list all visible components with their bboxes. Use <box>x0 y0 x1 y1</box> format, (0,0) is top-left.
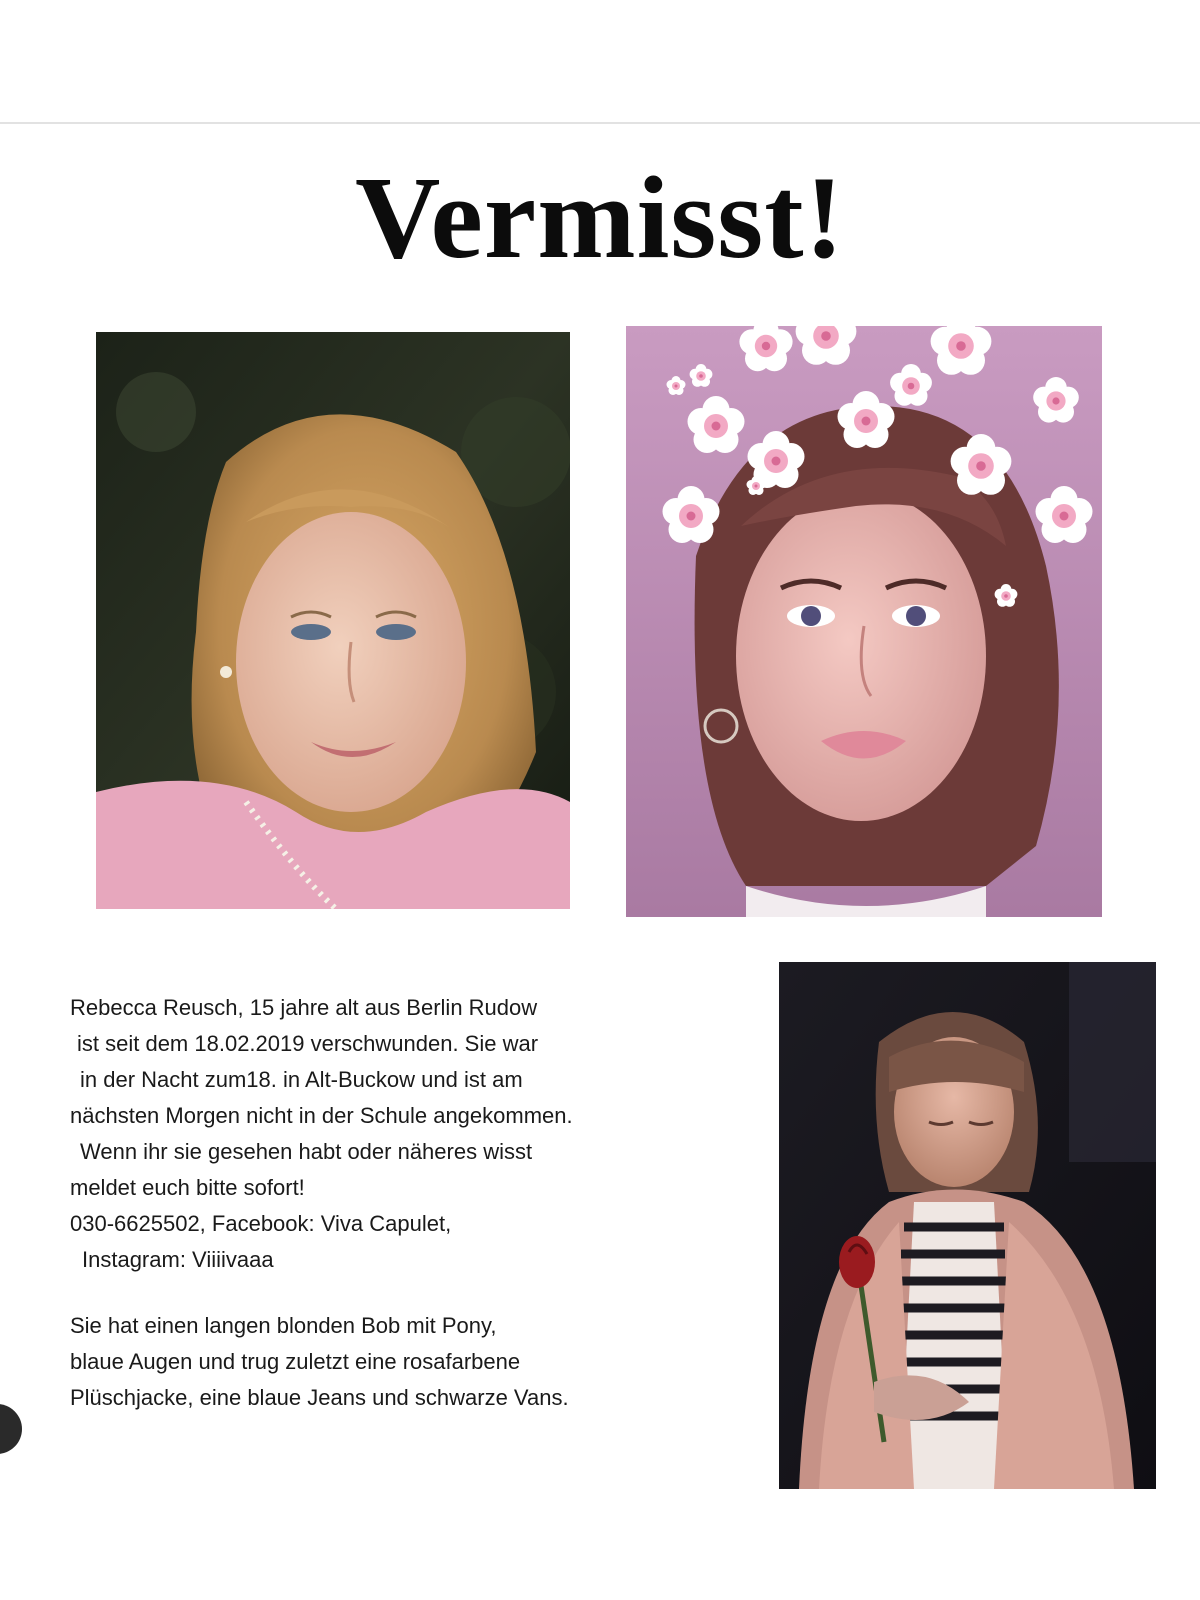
info-line: in der Nacht zum18. in Alt-Buckow und ist am <box>80 1067 523 1092</box>
contact-line: Instagram: Viiiivaaa <box>82 1247 274 1272</box>
photo-portrait-2 <box>626 326 1102 917</box>
photo-portrait-3 <box>779 962 1156 1489</box>
description-line: Plüschjacke, eine blaue Jeans und schwarze Vans. <box>70 1385 569 1410</box>
top-divider <box>0 122 1200 124</box>
photo-portrait-1 <box>96 332 570 909</box>
info-text <box>70 990 760 1416</box>
side-overlay-button[interactable] <box>0 1404 22 1454</box>
info-line: Rebecca Reusch, 15 jahre alt aus Berlin Rudow <box>70 995 538 1020</box>
info-line: Wenn ihr sie gesehen habt oder näheres wisst <box>80 1139 533 1164</box>
description-line: Sie hat einen langen blonden Bob mit Pony, <box>70 1313 497 1338</box>
info-line: meldet euch bitte sofort! <box>70 1175 305 1200</box>
contact-line: 030-6625502, Facebook: Viva Capulet, <box>70 1211 452 1236</box>
description-line: blaue Augen und trug zuletzt eine rosafarbene <box>70 1349 521 1374</box>
poster-title: Vermisst! <box>355 152 845 283</box>
info-line: ist seit dem 18.02.2019 verschwunden. Sie war <box>77 1031 539 1056</box>
info-line: nächsten Morgen nicht in der Schule angekommen. <box>70 1103 573 1128</box>
